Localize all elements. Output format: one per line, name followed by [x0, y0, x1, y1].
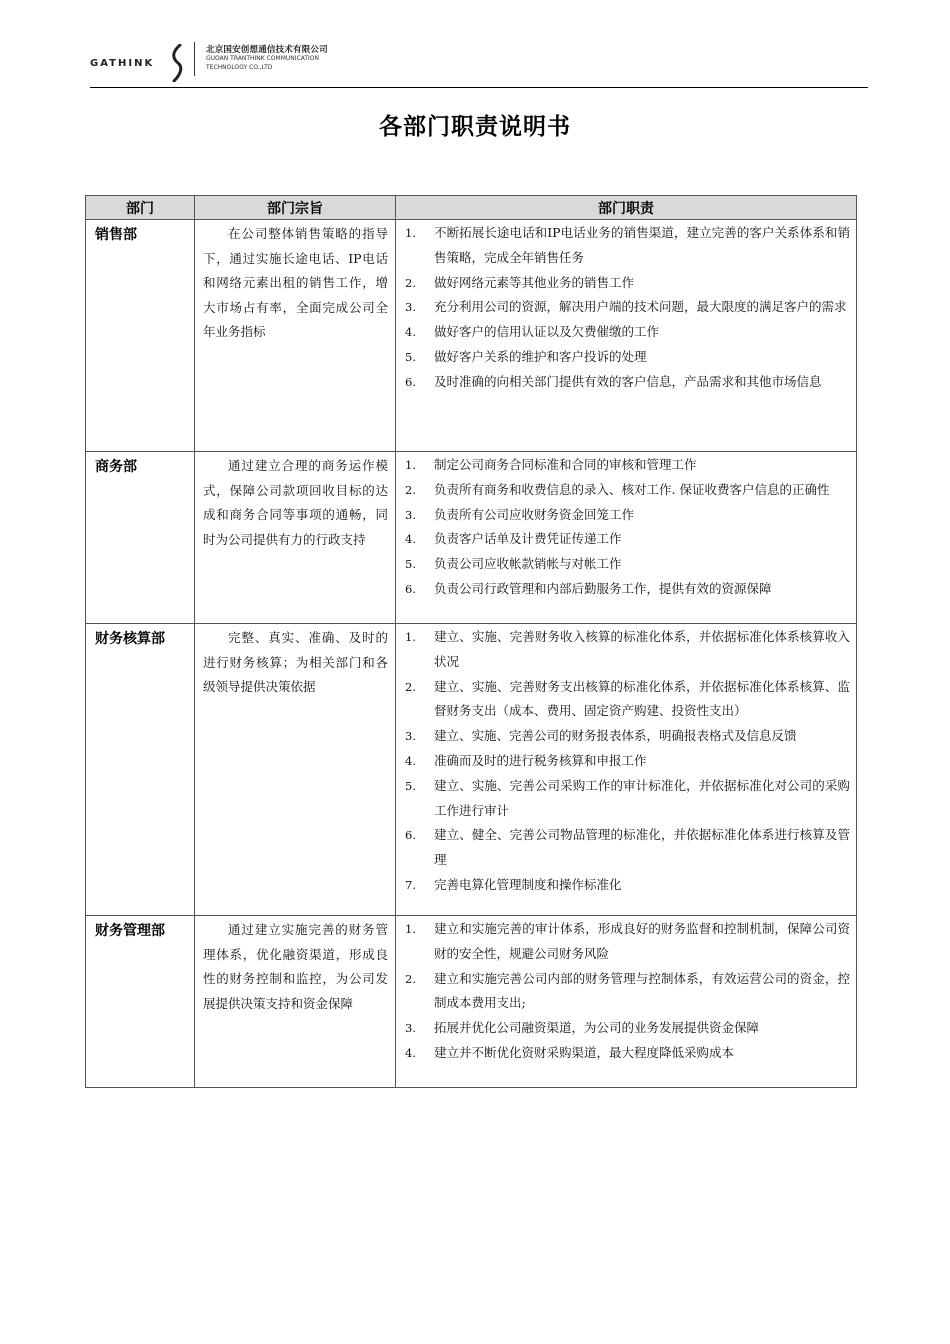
page-header — [90, 38, 868, 88]
list-item: 7. 完善电算化管理制度和操作标准化 — [405, 876, 622, 892]
department-name: 财务核算部 — [86, 624, 195, 916]
department-purpose: 在公司整体销售策略的指导下，通过实施长途电话、IP电话和网络元素出租的销售工作，增大市场占有率，全面完成公司全年业务指标 — [195, 220, 396, 452]
department-purpose: 通过建立实施完善的财务管理体系，优化融资渠道，形成良性的财务控制和监控，为公司发展提供决策支持和资金保障 — [195, 916, 396, 1088]
list-item: 2. 建立、实施、完善财务支出核算的标准化体系，并依据标准化体系核算、监督财务支出（成本、费用、固定资产购建、投资性支出） — [405, 678, 850, 719]
table-row-financial-management — [86, 916, 857, 1088]
list-item: 1. 建立和实施完善的审计体系，形成良好的财务监督和控制机制，保障公司资财的安全性，规避公司财务风险 — [405, 921, 850, 961]
list-item: 5. 负责公司应收帐款销帐与对帐工作 — [405, 556, 622, 572]
company-logo-text: GATHINK — [90, 58, 155, 69]
list-item: 2. 负责所有商务和收费信息的录入、核对工作. 保证收费客户信息的正确性 — [405, 481, 830, 497]
list-item: 4. 准确而及时的进行税务核算和申报工作 — [405, 752, 647, 768]
list-item: 6. 负责公司行政管理和内部后勤服务工作，提供有效的资源保障 — [405, 580, 772, 596]
department-name: 财务管理部 — [86, 916, 195, 1088]
list-item: 2. 建立和实施完善公司内部的财务管理与控制体系，有效运营公司的资金，控制成本费用支出; — [405, 970, 850, 1011]
table-row-business — [86, 452, 857, 624]
header-purpose: 部门宗旨 — [195, 196, 396, 220]
list-item: 4. 建立并不断优化资财采购渠道，最大程度降低采购成本 — [405, 1044, 735, 1060]
department-name: 销售部 — [86, 220, 195, 452]
list-item: 6. 建立、健全、完善公司物品管理的标准化，并依据标准化体系进行核算及管理 — [405, 827, 850, 868]
list-item: 1. 制定公司商务合同标准和合同的审核和管理工作 — [405, 457, 697, 472]
list-item: 1. 建立、实施、完善财务收入核算的标准化体系，并依据标准化体系核算收入状况 — [405, 629, 850, 669]
list-item: 3. 拓展并优化公司融资渠道，为公司的业务发展提供资金保障 — [405, 1020, 760, 1036]
list-item: 3. 负责所有公司应收财务资金回笼工作 — [405, 506, 635, 522]
table-row-sales — [86, 220, 857, 452]
header-department: 部门 — [86, 196, 195, 220]
company-name-en-line1: GUOAN TRANTHINK COMMUNICATION — [206, 55, 320, 62]
header-responsibilities: 部门职责 — [396, 196, 857, 220]
document-title: 各部门职责说明书 — [379, 114, 571, 140]
list-item: 5. 建立、实施、完善公司采购工作的审计标准化，并依据标准化对公司的采购工作进行审计 — [405, 777, 850, 818]
department-name: 商务部 — [86, 452, 195, 624]
list-item: 3. 建立、实施、完善公司的财务报表体系，明确报表格式及信息反馈 — [405, 728, 797, 744]
list-item: 5. 做好客户关系的维护和客户投诉的处理 — [405, 348, 647, 364]
header-rule — [90, 87, 868, 88]
company-name-cn: 北京国安创想通信技术有限公司 — [206, 45, 328, 55]
logo-divider — [194, 42, 195, 76]
department-purpose: 完整、真实、准确、及时的进行财务核算；为相关部门和各级领导提供决策依据 — [195, 624, 396, 916]
department-responsibilities — [396, 916, 857, 1088]
department-duties-table — [85, 195, 857, 1088]
list-item: 1. 不断拓展长途电话和IP电话业务的销售渠道，建立完善的客户关系体系和销售策略，完成全年销售任务 — [405, 225, 850, 265]
table-header-row — [86, 196, 857, 220]
list-item: 4. 负责客户话单及计费凭证传递工作 — [405, 531, 622, 547]
company-name-en-line2: TECHNOLOGY CO.,LTD — [206, 64, 273, 71]
list-item: 6. 及时准确的向相关部门提供有效的客户信息，产品需求和其他市场信息 — [405, 373, 822, 389]
department-responsibilities — [396, 452, 857, 624]
department-purpose: 通过建立合理的商务运作模式，保障公司款项回收目标的达成和商务合同等事项的通畅，同时为公司提供有力的行政支持 — [195, 452, 396, 624]
list-item: 3. 充分利用公司的资源，解决用户端的技术问题，最大限度的满足客户的需求 — [405, 299, 847, 315]
department-responsibilities — [396, 220, 857, 452]
list-item: 4. 做好客户的信用认证以及欠费催缴的工作 — [405, 324, 660, 340]
department-responsibilities — [396, 624, 857, 916]
list-item: 2. 做好网络元素等其他业务的销售工作 — [405, 274, 635, 290]
company-logo-icon — [168, 44, 186, 82]
table-row-financial-accounting — [86, 624, 857, 916]
